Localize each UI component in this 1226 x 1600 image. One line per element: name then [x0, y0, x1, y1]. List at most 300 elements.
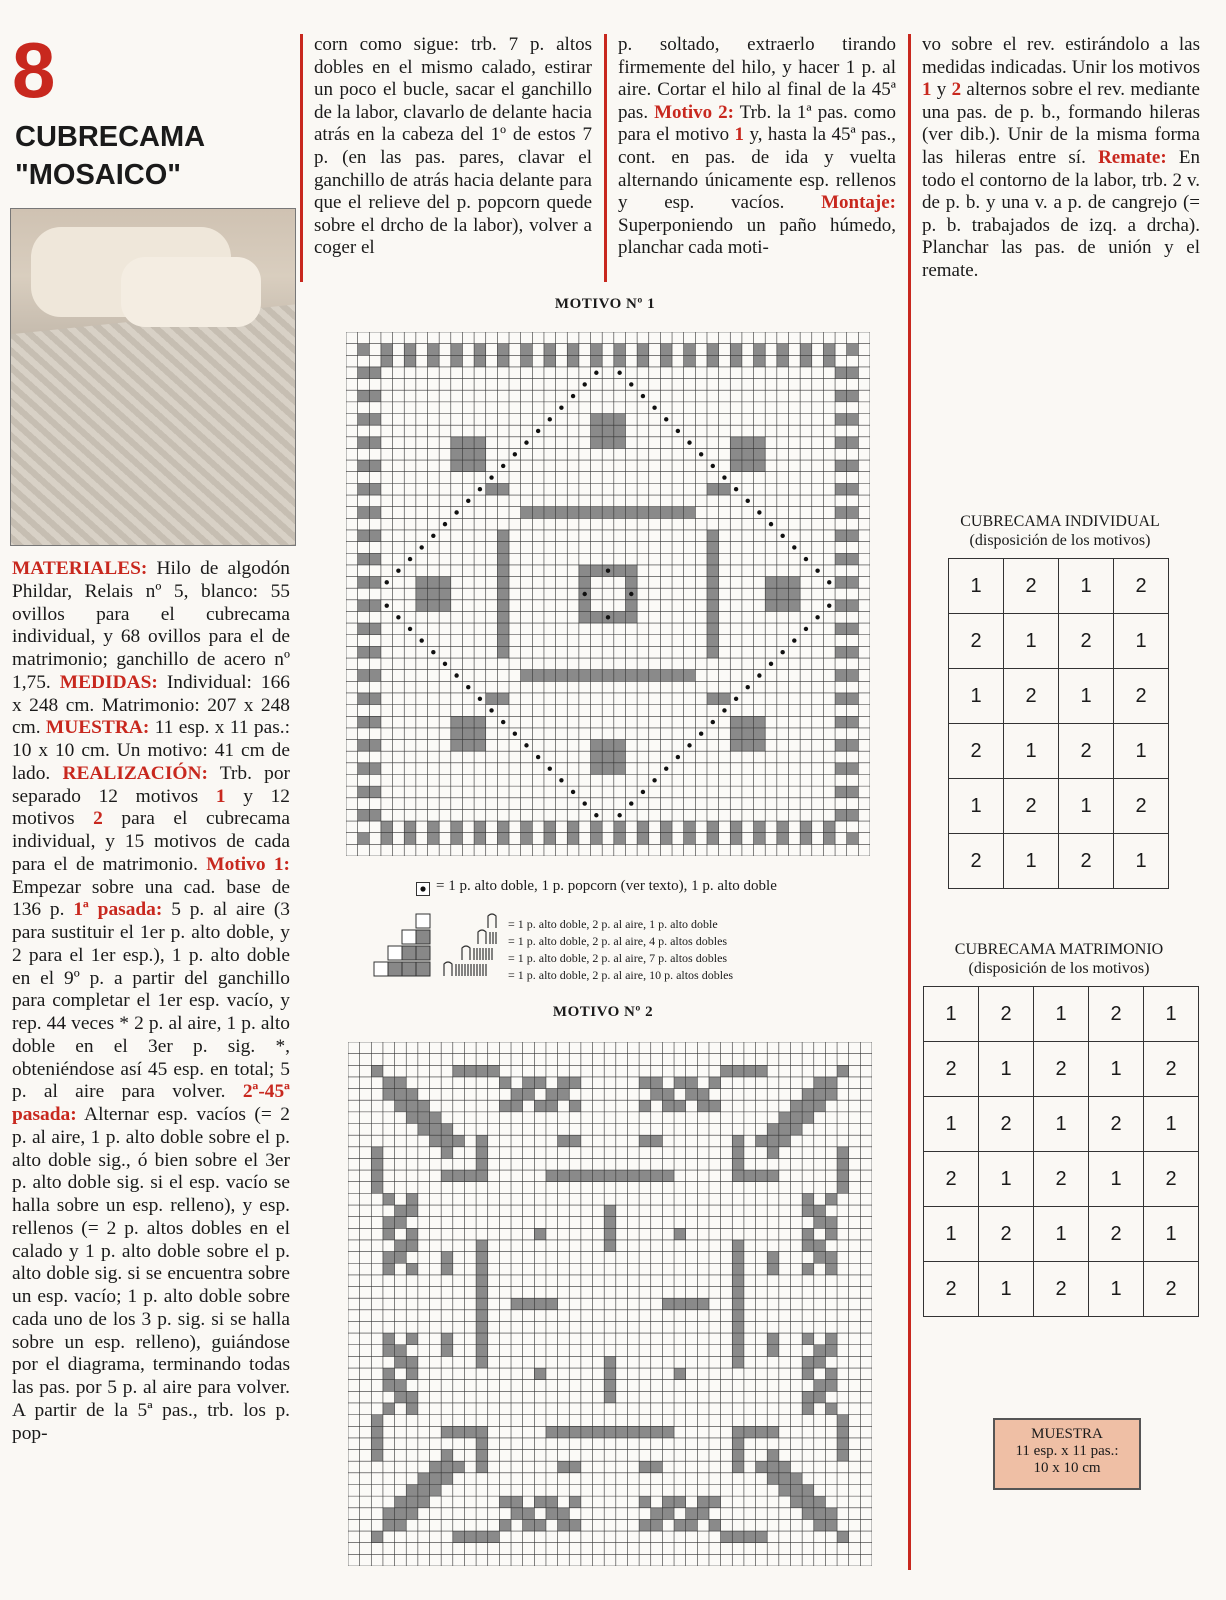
filled-space [637, 344, 649, 356]
filled-space [591, 355, 603, 367]
filled-space [802, 1403, 814, 1415]
popcorn-dot [548, 766, 552, 770]
filled-space [779, 1484, 791, 1496]
popcorn-dot [617, 371, 621, 375]
filled-space [428, 355, 440, 367]
filled-space [418, 1484, 430, 1496]
filled-space [406, 1484, 418, 1496]
filled-space [707, 565, 719, 577]
filled-space [532, 670, 544, 682]
heading-run: MATERIALES: [12, 558, 148, 579]
filled-space [521, 821, 533, 833]
filled-space [732, 1310, 744, 1322]
filled-space [369, 670, 381, 682]
filled-space [802, 1240, 814, 1252]
filled-space [767, 1252, 779, 1264]
filled-space [579, 600, 591, 612]
filled-space [660, 833, 672, 845]
filled-space [406, 1205, 418, 1217]
filled-space [614, 565, 626, 577]
filled-space [383, 1508, 395, 1520]
filled-space [732, 1438, 744, 1450]
filled-space [779, 1461, 791, 1473]
filled-space [756, 1531, 768, 1543]
filled-space [732, 1275, 744, 1287]
filled-space [835, 483, 847, 495]
filled-space [742, 448, 754, 460]
filled-space [823, 833, 835, 845]
heading-run: Motivo 2: [654, 101, 734, 123]
filled-space [697, 1508, 709, 1520]
filled-space [767, 1263, 779, 1275]
popcorn-dot [536, 429, 540, 433]
filled-space [732, 1287, 744, 1299]
layout-row [949, 614, 1169, 669]
motif-cell: 1 [1059, 779, 1114, 834]
filled-space [404, 355, 416, 367]
legend-row-1: = 1 p. alto doble, 2 p. al aire, 1 p. alto doble [508, 917, 718, 931]
layout-row [924, 1152, 1199, 1207]
heading-run: 1 [215, 785, 226, 807]
popcorn-dot [559, 405, 563, 409]
filled-space [649, 670, 661, 682]
filled-space [558, 1508, 570, 1520]
filled-space [602, 414, 614, 426]
filled-space [662, 1100, 674, 1112]
filled-space [837, 1450, 849, 1462]
text-run: p. soltado, extraerlo tirando firmemente del hilo, y hacer 1 p. al aire. Cortar el hilo al final de la 45ª pas. [618, 34, 896, 123]
popcorn-dot [501, 720, 505, 724]
filled-space [651, 1089, 663, 1101]
filled-space [684, 670, 696, 682]
filled-space [662, 1496, 674, 1508]
legend-row-3: = 1 p. alto doble, 2 p. al aire, 7 p. altos dobles [508, 951, 728, 965]
layout-row [924, 1042, 1199, 1097]
filled-space [790, 1473, 802, 1485]
popcorn-dot [734, 697, 738, 701]
filled-space [625, 565, 637, 577]
filled-space [395, 1240, 407, 1252]
filled-space [369, 553, 381, 565]
filled-space [709, 1519, 721, 1531]
filled-space [383, 1263, 395, 1275]
filled-space [451, 448, 463, 460]
popcorn-dot [687, 743, 691, 747]
filled-space [558, 1077, 570, 1089]
filled-space [847, 437, 859, 449]
title-line-1: CUBRECAMA [15, 121, 206, 153]
filled-space [581, 1426, 593, 1438]
filled-space [569, 1135, 581, 1147]
popcorn-dot [583, 382, 587, 386]
filled-space [847, 577, 859, 589]
filled-space [523, 1508, 535, 1520]
popcorn-dot [408, 627, 412, 631]
filled-space [742, 437, 754, 449]
filled-space [369, 390, 381, 402]
filled-space [371, 1182, 383, 1194]
filled-space [779, 1112, 791, 1124]
filled-space [779, 1124, 791, 1136]
filled-space [369, 437, 381, 449]
filled-space [534, 1298, 546, 1310]
filled-space [730, 716, 742, 728]
legend-row-4: = 1 p. alto doble, 2 p. al aire, 10 p. altos dobles [508, 968, 734, 982]
filled-space [569, 1519, 581, 1531]
filled-space [406, 1508, 418, 1520]
popcorn-dot [664, 417, 668, 421]
filled-space [660, 821, 672, 833]
filled-space [534, 1368, 546, 1380]
filled-space [777, 833, 789, 845]
filled-space [814, 1240, 826, 1252]
filled-space [546, 1496, 558, 1508]
filled-space [406, 1263, 418, 1275]
layout-row [924, 1097, 1199, 1152]
filled-space [369, 809, 381, 821]
filled-space [418, 1473, 430, 1485]
filled-space [358, 716, 370, 728]
filled-space [556, 670, 568, 682]
filled-space [744, 1531, 756, 1543]
filled-space [579, 670, 591, 682]
filled-space [614, 414, 626, 426]
layout-row [924, 987, 1199, 1042]
filled-space [383, 1252, 395, 1264]
filled-space [651, 1508, 663, 1520]
filled-space [790, 1484, 802, 1496]
filled-space [802, 1205, 814, 1217]
filled-space [639, 1519, 651, 1531]
filled-space [835, 507, 847, 519]
filled-space [451, 833, 463, 845]
heading-run: 1ª pasada: [73, 899, 163, 921]
filled-space [499, 1077, 511, 1089]
filled-space [441, 1461, 453, 1473]
filled-space [835, 600, 847, 612]
filled-space [486, 483, 498, 495]
filled-space [847, 507, 859, 519]
filled-space [835, 716, 847, 728]
motif-cell: 2 [979, 1097, 1034, 1152]
filled-space [511, 1089, 523, 1101]
filled-space [732, 1345, 744, 1357]
filled-space [358, 344, 370, 356]
filled-space [534, 1077, 546, 1089]
filled-space [406, 1228, 418, 1240]
filled-space [439, 577, 451, 589]
filled-space [602, 507, 614, 519]
text-run: y 12 motivos [12, 785, 290, 830]
filled-space [814, 1496, 826, 1508]
filled-space [779, 1473, 791, 1485]
filled-space [476, 1298, 488, 1310]
filled-space [730, 448, 742, 460]
filled-space [732, 1531, 744, 1543]
filled-space [451, 344, 463, 356]
filled-space [558, 1426, 570, 1438]
filled-space [835, 786, 847, 798]
filled-space [395, 1519, 407, 1531]
filled-space [430, 1473, 442, 1485]
heading-run: 1 [734, 124, 745, 146]
filled-space [544, 507, 556, 519]
motif-cell: 1 [1059, 669, 1114, 724]
filled-space [371, 1065, 383, 1077]
motif-cell: 1 [1114, 834, 1169, 889]
filled-space [847, 460, 859, 472]
filled-space [497, 565, 509, 577]
filled-space [777, 344, 789, 356]
filled-space [732, 1461, 744, 1473]
filled-space [558, 1135, 570, 1147]
filled-space [369, 600, 381, 612]
popcorn-dot [454, 673, 458, 677]
filled-space [383, 1519, 395, 1531]
filled-space [825, 1193, 837, 1205]
filled-space [627, 1426, 639, 1438]
filled-space [453, 1426, 465, 1438]
title-line-2: "MOSAICO" [15, 159, 182, 191]
text-run: para el cubrecama individual, y 15 motivos de cada para el de matrimonio. [12, 808, 290, 875]
filled-space [476, 1135, 488, 1147]
bedspread-photo [10, 208, 296, 546]
filled-space [835, 670, 847, 682]
filled-space [371, 1147, 383, 1159]
filled-space [847, 809, 859, 821]
motif-cell: 1 [1004, 724, 1059, 779]
filled-space [476, 1158, 488, 1170]
filled-space [593, 1170, 605, 1182]
filled-space [441, 1252, 453, 1264]
filled-space [756, 1135, 768, 1147]
popcorn-dot [699, 732, 703, 736]
filled-space [697, 1100, 709, 1112]
popcorn-dot [641, 394, 645, 398]
filled-space [451, 716, 463, 728]
filled-space [439, 588, 451, 600]
motif-cell: 1 [1114, 724, 1169, 779]
filled-space [544, 355, 556, 367]
filled-space [381, 355, 393, 367]
filled-space [730, 728, 742, 740]
popcorn-dot [676, 429, 680, 433]
filled-space [406, 1193, 418, 1205]
filled-space [544, 833, 556, 845]
popcorn-dot [641, 790, 645, 794]
popcorn-dot [524, 440, 528, 444]
filled-space [707, 623, 719, 635]
filled-space [591, 670, 603, 682]
filled-space [684, 833, 696, 845]
filled-space [358, 833, 370, 845]
filled-space [369, 577, 381, 589]
filled-space [497, 344, 509, 356]
filled-space [754, 833, 766, 845]
legend-row-2: = 1 p. alto doble, 2 p. al aire, 4 p. altos dobles [508, 934, 728, 948]
filled-space [649, 507, 661, 519]
filled-space [523, 1298, 535, 1310]
filled-space [767, 1450, 779, 1462]
filled-space [476, 1426, 488, 1438]
filled-space [707, 611, 719, 623]
filled-space [707, 344, 719, 356]
filled-space [684, 344, 696, 356]
filled-space [569, 1170, 581, 1182]
filled-space [474, 716, 486, 728]
filled-space [604, 1391, 616, 1403]
filled-space [591, 425, 603, 437]
filled-space [604, 1368, 616, 1380]
filled-space [358, 600, 370, 612]
filled-space [418, 1100, 430, 1112]
popcorn-dot [804, 627, 808, 631]
individual-subtitle: (disposición de los motivos) [969, 532, 1151, 549]
motif-cell: 1 [1034, 1097, 1089, 1152]
filled-space [788, 577, 800, 589]
popcorn-dot [443, 662, 447, 666]
motif-cell: 2 [924, 1152, 979, 1207]
page-title [15, 118, 205, 194]
filled-space [453, 1170, 465, 1182]
filled-space [476, 1461, 488, 1473]
filled-space [369, 693, 381, 705]
filled-space [428, 344, 440, 356]
popcorn-dot [687, 440, 691, 444]
filled-space [451, 728, 463, 740]
motif-cell: 2 [1089, 987, 1144, 1042]
filled-space [674, 1298, 686, 1310]
filled-space [430, 1112, 442, 1124]
popcorn-dot [489, 475, 493, 479]
popcorn-dot [734, 487, 738, 491]
filled-space [802, 1228, 814, 1240]
motif-cell: 2 [979, 987, 1034, 1042]
filled-space [534, 1100, 546, 1112]
filled-space [567, 507, 579, 519]
filled-space [825, 1252, 837, 1264]
filled-space [651, 1519, 663, 1531]
filled-space [639, 1170, 651, 1182]
filled-space [497, 553, 509, 565]
filled-space [441, 1333, 453, 1345]
filled-space [707, 821, 719, 833]
filled-space [451, 437, 463, 449]
filled-space [614, 425, 626, 437]
popcorn-dot [757, 673, 761, 677]
filled-space [474, 460, 486, 472]
filled-space [847, 740, 859, 752]
motif-cell: 2 [1114, 669, 1169, 724]
filled-space [639, 1496, 651, 1508]
filled-space [686, 1519, 698, 1531]
popcorn-dot [780, 534, 784, 538]
motif-cell: 2 [1144, 1152, 1199, 1207]
filled-space [511, 1100, 523, 1112]
filled-space [474, 355, 486, 367]
text-run: corn como sigue: trb. 7 p. altos dobles en el mismo calado, estirar un poco el bucle, sacar el ganchillo de la labor, clavarlo de delante hacia atrás en la cabeza del 1º de estos 7 p. (en las pas. pares, clavar el ganchillo de atrás hacia delante para que el relieve del p. popcorn quede sobre el drcho de la labor), volver a coger el [314, 34, 592, 259]
muestra-title: MUESTRA [1031, 1426, 1103, 1442]
filled-space [546, 1089, 558, 1101]
text-run: y, hasta la 45ª pas., cont. en pas. de ida y vuelta alternando únicamente esp. rellenos y esp. vacíos. [618, 124, 896, 214]
filled-space [462, 716, 474, 728]
filled-space [732, 1298, 744, 1310]
filled-space [404, 821, 416, 833]
filled-space [499, 1496, 511, 1508]
filled-space [451, 821, 463, 833]
filled-space [835, 623, 847, 635]
heading-run: 2ª-45ª pasada: [12, 1081, 290, 1125]
filled-space [756, 1426, 768, 1438]
filled-space [358, 693, 370, 705]
motif-cell: 2 [1144, 1262, 1199, 1317]
filled-space [802, 1100, 814, 1112]
filled-space [418, 1112, 430, 1124]
filled-space [744, 1426, 756, 1438]
filled-space [837, 1065, 849, 1077]
filled-space [383, 1333, 395, 1345]
filled-space [369, 740, 381, 752]
popcorn-dot [466, 499, 470, 503]
filled-space [369, 507, 381, 519]
popcorn-dot [757, 510, 761, 514]
matrimonio-title: CUBRECAMA MATRIMONIO [954, 941, 1164, 958]
filled-space [602, 670, 614, 682]
motif-cell: 2 [949, 834, 1004, 889]
heading-run: MUESTRA: [45, 717, 150, 739]
popcorn-dot [827, 580, 831, 584]
filled-space [742, 460, 754, 472]
filled-space [602, 437, 614, 449]
filled-space [765, 577, 777, 589]
filled-space [825, 1403, 837, 1415]
filled-space [800, 355, 812, 367]
filled-space [719, 483, 731, 495]
filled-space [591, 565, 603, 577]
filled-space [777, 355, 789, 367]
text-run: Trb. la 1ª pas. como para el motivo [618, 101, 897, 146]
popcorn-dot [746, 499, 750, 503]
filled-space [453, 1461, 465, 1473]
filled-space [835, 414, 847, 426]
filled-space [754, 448, 766, 460]
filled-space [499, 1100, 511, 1112]
filled-space [591, 740, 603, 752]
popcorn-dot [722, 708, 726, 712]
layout-row [949, 669, 1169, 724]
filled-space [546, 1426, 558, 1438]
filled-space [662, 1298, 674, 1310]
filled-space [395, 1345, 407, 1357]
filled-space [476, 1333, 488, 1345]
motif-cell: 2 [1144, 1042, 1199, 1097]
filled-space [558, 1089, 570, 1101]
filled-space [732, 1158, 744, 1170]
filled-space [476, 1450, 488, 1462]
filled-space [430, 1135, 442, 1147]
filled-space [777, 821, 789, 833]
popcorn-dot [454, 510, 458, 514]
filled-space [614, 833, 626, 845]
filled-space [660, 355, 672, 367]
filled-space [777, 588, 789, 600]
filled-space [732, 1065, 744, 1077]
filled-space [802, 1263, 814, 1275]
filled-space [847, 344, 859, 356]
pattern-number: 8 [12, 26, 56, 114]
filled-space [835, 809, 847, 821]
filled-space [754, 821, 766, 833]
